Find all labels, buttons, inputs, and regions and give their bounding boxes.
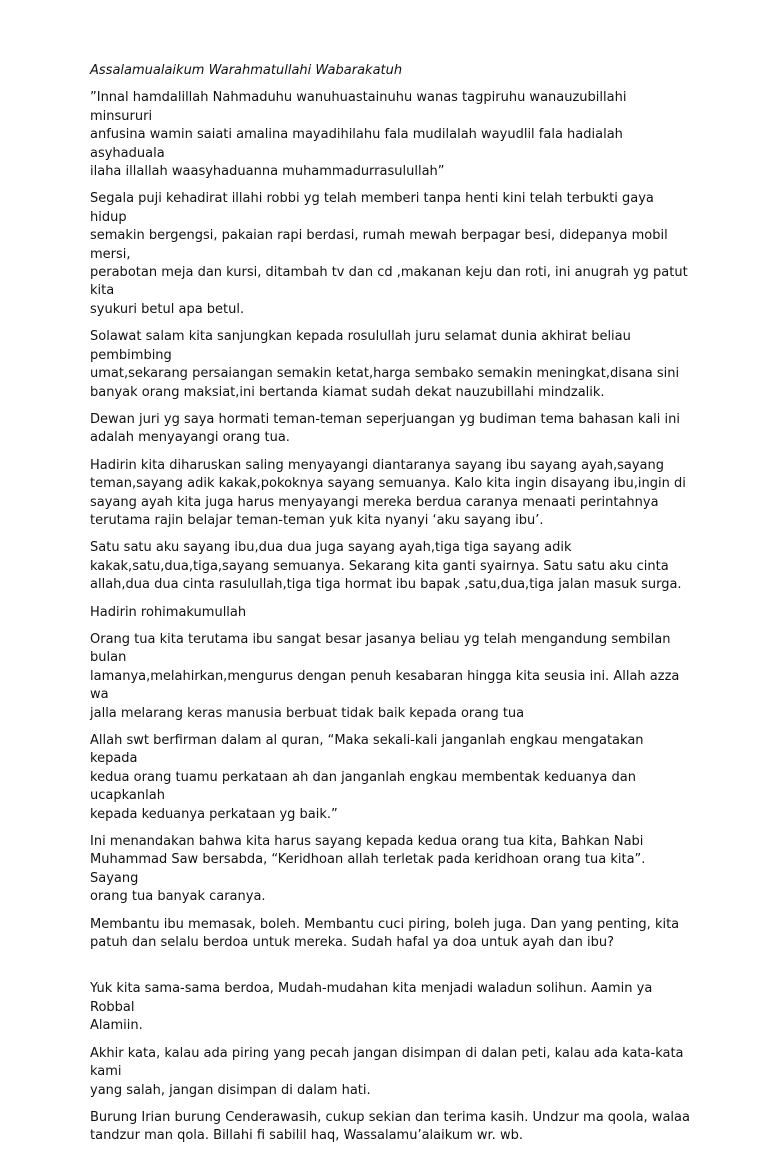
paragraph-song: Satu satu aku sayang ibu,dua dua juga sayang ayah,tiga tiga sayang adik kakak,satu,dua,tiga,sayang semuanya. Sekarang kita ganti syairnya. Satu satu aku cinta allah,dua dua cinta rasulullah,tiga tiga hormat ibu bapak ,satu,dua,tiga jalan masuk surga. [90, 540, 682, 593]
paragraph-berdoa: Yuk kita sama-sama berdoa, Mudah-mudahan kita menjadi waladun solihun. Aamin ya Robbal Alamiin. [90, 981, 653, 1034]
paragraph-hadirin: Hadirin rohimakumullah [90, 604, 247, 620]
paragraph-solawat: Solawat salam kita sanjungkan kepada rosulullah juru selamat dunia akhirat beliau pembimbing umat,sekarang persaiangan semakin ketat,harga sembako semakin meningkat,disana sini banyak orang maksiat,ini bertanda kiamat sudah dekat nauzubillahi mindzalik. [90, 329, 680, 400]
greeting-title: Assalamualaikum Warahmatullahi Wabarakatuh [90, 63, 403, 78]
paragraph-membantu: Membantu ibu memasak, boleh. Membantu cuci piring, boleh juga. Dan yang penting, kita patuh dan selalu berdoa untuk mereka. Sudah hafal ya doa untuk ayah dan ibu? [90, 916, 680, 951]
paragraph-menyayangi: Hadirin kita diharuskan saling menyayangi diantaranya sayang ibu sayang ayah,sayang teman,sayang adik kakak,pokoknya sayang semuanya. Kalo kita ingin disayang ibu,ingin di sayang ayah kita juga harus menyayangi mereka berdua caranya menaati perintahnya terutama rajin belajar teman-teman yuk kita nyanyi ‘aku sayang ibu’. [90, 457, 686, 528]
paragraph-dewan-juri: Dewan juri yg saya hormati teman-teman seperjuangan yg budiman tema bahasan kali ini adalah menyayangi orang tua. [90, 411, 680, 446]
paragraph-firman: Allah swt berfirman dalam al quran, “Maka sekali-kali janganlah engkau mengatakan kepada kedua orang tuamu perkataan ah dan janganlah engkau membentak keduanya dan ucapkanlah kepada keduanya perkataan yg baik.” [90, 733, 644, 822]
paragraph-orang-tua: Orang tua kita terutama ibu sangat besar jasanya beliau yg telah mengandung sembilan bulan lamanya,melahirkan,mengurus dengan penuh kesabaran hingga kita seusia ini. Allah azza wa jalla melarang keras manusia berbuat tidak baik kepada orang tua [90, 631, 680, 721]
paragraph-closing: Burung Irian burung Cenderawasih, cukup sekian dan terima kasih. Undzur ma qoola, walaa tandzur man qola. Billahi fi sabilil haq, Wassalamu’alaikum wr. wb. [90, 1109, 690, 1144]
paragraph-opening-prayer: ”Innal hamdalillah Nahmaduhu wanuhuastainuhu wanas tagpiruhu wanauzubillahi minsururi anfusina wamin saiati amalina mayadihilahu fala mudilalah wayudlil fala hadialah asyhaduala ilaha illallah waasyhaduanna muhammadurrasulullah” [90, 90, 627, 180]
paragraph-sabda: Ini menandakan bahwa kita harus sayang kepada kedua orang tua kita, Bahkan Nabi Muhammad Saw bersabda, “Keridhoan allah terletak pada keridhoan orang tua kita”. Sayang orang tua banyak caranya. [90, 834, 646, 905]
paragraph-akhir-kata: Akhir kata, kalau ada piring yang pecah jangan disimpan di dalan peti, kalau ada kata-kata kami yang salah, jangan disimpan di dalam hati. [90, 1045, 684, 1098]
document-page [90, 62, 690, 1155]
paragraph-praise: Segala puji kehadirat illahi robbi yg telah memberi tanpa henti kini telah terbukti gaya hidup semakin bergengsi, pakaian rapi berdasi, rumah mewah berpagar besi, didepanya mobil mersi, perabotan meja dan kursi, ditambah tv dan cd ,makanan keju dan roti, ini anugrah yg patut kita syukuri betul apa betul. [90, 191, 688, 317]
